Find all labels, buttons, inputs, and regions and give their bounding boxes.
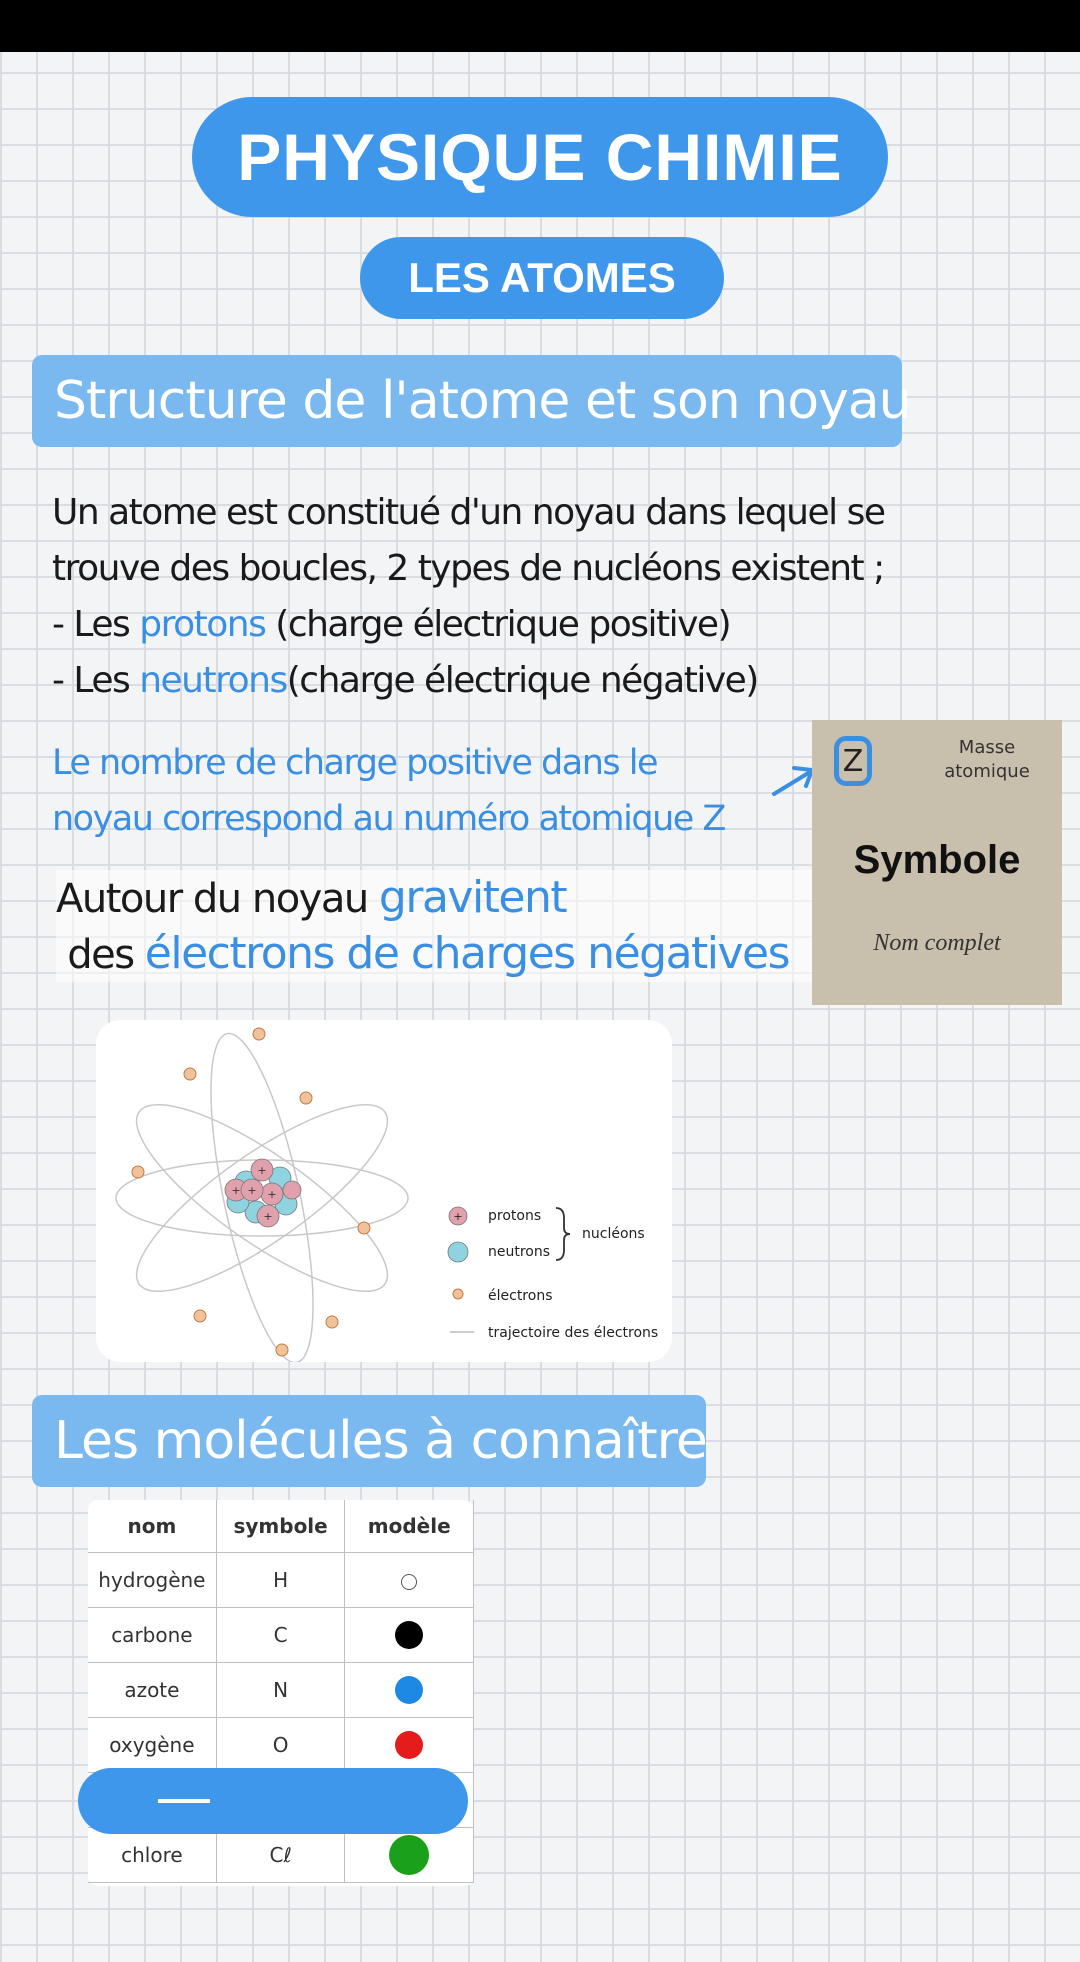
table-row — [88, 1553, 474, 1608]
neutrons-suffix: (charge électrique négative) — [286, 660, 758, 701]
section-heading-molecules: Les molécules à connaître — [32, 1395, 706, 1487]
blue-line-2: noyau correspond au numéro atomique Z — [52, 799, 725, 839]
electron — [194, 1310, 206, 1322]
neutrons-prefix: - Les — [52, 660, 140, 701]
blue-line-1: Le nombre de charge positive dans le — [52, 743, 658, 783]
svg-text:+: + — [231, 1184, 241, 1197]
grav-line2-blue: électrons de charges négatives — [144, 928, 790, 979]
electron — [358, 1222, 370, 1234]
legend-electrons: électrons — [488, 1288, 553, 1304]
page-subtitle: LES ATOMES — [360, 237, 724, 319]
row-symbole: C — [216, 1608, 345, 1663]
grav-line-2 — [56, 926, 816, 982]
electron — [253, 1028, 265, 1040]
row-nom: azote — [88, 1663, 216, 1718]
table-row — [88, 1663, 474, 1718]
row-symbole: H — [216, 1553, 345, 1608]
legend-brace — [556, 1208, 570, 1260]
overlay-bar[interactable] — [78, 1768, 468, 1834]
row-symbole: N — [216, 1663, 345, 1718]
status-bar — [0, 0, 1080, 52]
header-symbole: symbole — [216, 1500, 345, 1553]
row-modele — [345, 1718, 474, 1773]
protons-word: protons — [139, 604, 266, 645]
element-symbol: Symbole — [853, 838, 1021, 882]
table-row — [88, 1718, 474, 1773]
svg-text:+: + — [247, 1184, 257, 1197]
chlorine-model-dot — [389, 1835, 429, 1875]
grav-line-1 — [56, 870, 816, 926]
protons-suffix: (charge électrique positive) — [265, 604, 731, 645]
legend-protons: protons — [488, 1208, 542, 1224]
para-line-protons — [52, 597, 922, 653]
para-line-neutrons — [52, 653, 922, 709]
neutrons-word: neutrons — [139, 660, 287, 701]
masse-line-1: Masse — [958, 737, 1016, 758]
oxygen-model-dot — [395, 1731, 423, 1759]
svg-text:+: + — [267, 1188, 277, 1201]
svg-text:+: + — [453, 1210, 463, 1223]
electrons-paragraph — [56, 870, 816, 982]
grav-line2-prefix: des — [67, 932, 145, 978]
proton — [283, 1181, 301, 1199]
legend-trajectoire: trajectoire des électrons — [488, 1325, 659, 1341]
legend-nucleons: nucléons — [582, 1226, 645, 1242]
table-header-row — [88, 1500, 474, 1553]
electron — [184, 1068, 196, 1080]
para-line-1: Un atome est constitué d'un noyau dans lequel se — [52, 492, 885, 533]
row-modele — [345, 1828, 474, 1883]
legend — [448, 1207, 658, 1341]
page-title: PHYSIQUE CHIMIE — [192, 97, 888, 217]
row-nom: chlore — [88, 1828, 216, 1883]
electron — [300, 1092, 312, 1104]
svg-text:+: + — [263, 1210, 273, 1223]
row-nom: carbone — [88, 1608, 216, 1663]
table-row — [88, 1828, 474, 1883]
atomic-number-z: Z — [834, 736, 872, 786]
dash-icon — [158, 1799, 210, 1803]
nitrogen-model-dot — [395, 1676, 423, 1704]
row-modele — [345, 1608, 474, 1663]
row-modele — [345, 1663, 474, 1718]
svg-text:+: + — [257, 1164, 267, 1177]
atom-diagram — [96, 1020, 672, 1362]
intro-paragraph — [52, 485, 922, 709]
protons-prefix: - Les — [52, 604, 140, 645]
section-heading-structure: Structure de l'atome et son noyau — [32, 355, 902, 447]
element-full-name: Nom complet — [873, 930, 1001, 956]
electron — [132, 1166, 144, 1178]
electron — [276, 1344, 288, 1356]
atomic-number-paragraph — [52, 735, 812, 847]
element-card — [812, 720, 1062, 1005]
legend-neutron-icon — [448, 1242, 468, 1262]
grav-prefix: Autour du noyau — [56, 876, 379, 922]
row-nom: oxygène — [88, 1718, 216, 1773]
header-nom: nom — [88, 1500, 216, 1553]
legend-neutrons: neutrons — [488, 1244, 551, 1260]
para-line-2: trouve des boucles, 2 types de nucléons existent ; — [52, 548, 884, 589]
header-modele: modèle — [345, 1500, 474, 1553]
row-symbole: Cℓ — [216, 1828, 345, 1883]
hydrogen-model-dot — [401, 1574, 417, 1590]
atomic-mass-label — [922, 736, 1052, 784]
atom-diagram-svg — [96, 1020, 672, 1362]
table-row — [88, 1608, 474, 1663]
masse-line-2: atomique — [944, 761, 1030, 782]
electron — [326, 1316, 338, 1328]
row-modele — [345, 1553, 474, 1608]
row-symbole: O — [216, 1718, 345, 1773]
grav-word: gravitent — [378, 872, 567, 923]
legend-electron-icon — [453, 1289, 463, 1299]
row-nom: hydrogène — [88, 1553, 216, 1608]
carbon-model-dot — [395, 1621, 423, 1649]
